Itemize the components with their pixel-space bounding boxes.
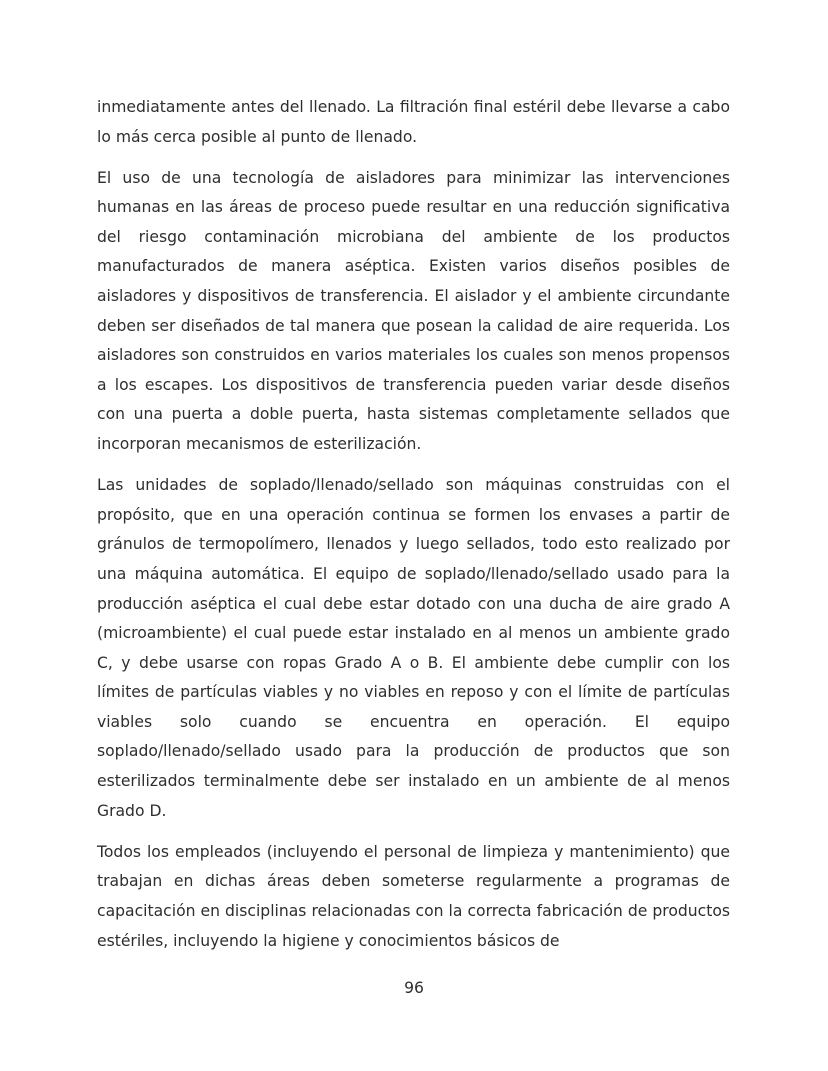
paragraph-blow-fill-seal: Las unidades de soplado/llenado/sellado son máquinas construidas con el propósito, que en una operación continua se formen los envases a partir de gránulos de termopolímero, llenados y luego sellados, todo esto realizado por una máquina automática. El equipo de soplado/llenado/sellado usado para la producción aséptica el cual debe estar dotado con una ducha de aire grado A (microambiente) el cual puede estar instalado en al menos un ambiente grado C, y debe usarse con ropas Grado A o B. El ambiente debe cumplir con los límites de partículas viables y no viables en reposo y con el límite de partículas viables solo cuando se encuentra en operación. El equipo soplado/llenado/sellado usado para la producción de productos que son esterilizados terminalmente debe ser instalado en un ambiente de al menos Grado D. xyxy=(97,476,730,820)
page-number: 96 xyxy=(404,979,424,997)
paragraph-filtration-end: inmediatamente antes del llenado. La filtración final estéril debe llevarse a cabo lo más cerca posible al punto de llenado. xyxy=(97,98,730,146)
body-text xyxy=(97,93,730,968)
paragraph-isolator-technology: El uso de una tecnología de aisladores para minimizar las intervenciones humanas en las áreas de proceso puede resultar en una reducción significativa del riesgo contaminación microbiana del ambiente de los productos manufacturados de manera aséptica. Existen varios diseños posibles de aisladores y dispositivos de transferencia. El aislador y el ambiente circundante deben ser diseñados de tal manera que posean la calidad de aire requerida. Los aisladores son construidos en varios materiales los cuales son menos propensos a los escapes. Los dispositivos de transferencia pueden variar desde diseños con una puerta a doble puerta, hasta sistemas completamente sellados que incorporan mecanismos de esterilización. xyxy=(97,168,730,454)
paragraph-employee-training: Todos los empleados (incluyendo el personal de limpieza y mantenimiento) que trabajan en dichas áreas deben someterse regularmente a programas de capacitación en disciplinas relacionadas con la correcta fabricación de productos estériles, incluyendo la higiene y conocimientos básicos de xyxy=(97,842,730,950)
